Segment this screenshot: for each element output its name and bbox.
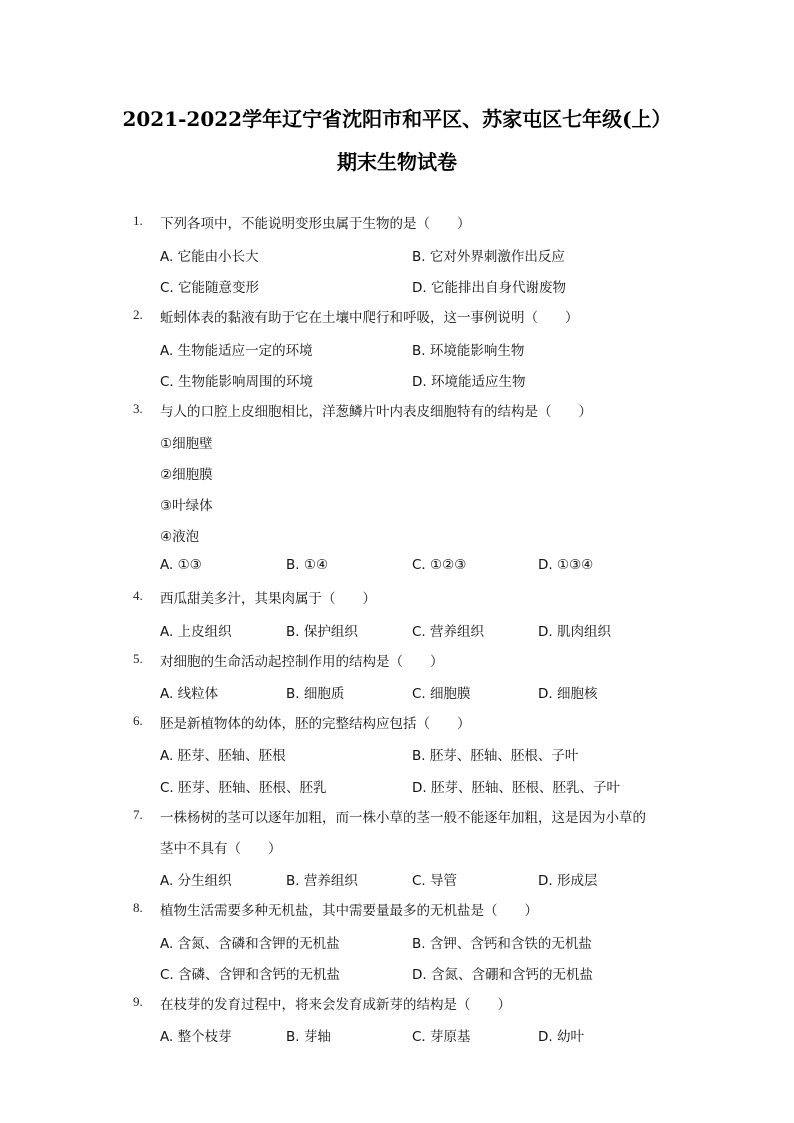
question-number: 8. — [133, 900, 143, 915]
option-a: A. 整个枝芽 — [160, 1029, 232, 1045]
option-a: A. 分生组织 — [160, 873, 232, 889]
option-b: B. 芽轴 — [286, 1029, 331, 1045]
statement-item: ①细胞壁 — [160, 436, 213, 452]
option-a: A. 上皮组织 — [160, 624, 232, 640]
question-number: 7. — [133, 807, 143, 822]
option-c: C. ①②③ — [412, 557, 467, 573]
option-c: C. 生物能影响周围的环境 — [160, 374, 314, 390]
option-a: A. 它能由小长大 — [160, 249, 259, 265]
question-stem: 胚是新植物体的幼体，胚的完整结构应包括（ ） — [160, 716, 471, 732]
option-a: A. 生物能适应一定的环境 — [160, 343, 313, 359]
option-b: B. 含钾、含钙和含铁的无机盐 — [412, 936, 592, 952]
option-b: B. 营养组织 — [286, 873, 358, 889]
option-a: A. 含氮、含磷和含钾的无机盐 — [160, 936, 340, 952]
option-d: D. 环境能适应生物 — [412, 374, 526, 390]
question-number: 4. — [133, 588, 143, 603]
option-b: B. 环境能影响生物 — [412, 343, 525, 359]
question-number: 3. — [133, 401, 143, 416]
option-c: C. 芽原基 — [412, 1029, 471, 1045]
option-d: D. 细胞核 — [538, 686, 598, 702]
statement-item: ③叶绿体 — [160, 498, 213, 514]
question-number: 1. — [133, 213, 143, 228]
question-stem: 对细胞的生命活动起控制作用的结构是（ ） — [160, 654, 444, 670]
option-c: C. 含磷、含钾和含钙的无机盐 — [160, 967, 341, 983]
question-stem: 一株杨树的茎可以逐年加粗，而一株小草的茎一般不能逐年加粗，这是因为小草的 — [160, 810, 646, 826]
option-a: A. 胚芽、胚轴、胚根 — [160, 748, 286, 764]
question-stem: 蚯蚓体表的黏液有助于它在土壤中爬行和呼吸，这一事例说明（ ） — [160, 310, 579, 326]
option-a: A. ①③ — [160, 557, 202, 573]
option-b: B. ①④ — [286, 557, 329, 573]
statement-item: ②细胞膜 — [160, 467, 213, 483]
exam-title-line-2: 期末生物试卷 — [337, 150, 457, 174]
question-number: 6. — [133, 713, 143, 728]
option-c: C. 胚芽、胚轴、胚根、胚乳 — [160, 780, 327, 796]
option-d: D. 形成层 — [538, 873, 598, 889]
option-d: D. 肌肉组织 — [538, 624, 611, 640]
question-stem: 下列各项中，不能说明变形虫属于生物的是（ ） — [160, 216, 471, 232]
question-number: 2. — [133, 307, 143, 322]
option-c: C. 营养组织 — [412, 624, 485, 640]
option-b: B. 保护组织 — [286, 624, 358, 640]
question-number: 9. — [133, 994, 143, 1009]
question-stem: 西瓜甜美多汁，其果肉属于（ ） — [160, 591, 376, 607]
option-d: D. 胚芽、胚轴、胚根、胚乳、子叶 — [412, 780, 620, 796]
option-c: C. 细胞膜 — [412, 686, 471, 702]
option-d: D. 幼叶 — [538, 1029, 584, 1045]
option-d: D. ①③④ — [538, 557, 594, 573]
question-stem: 在枝芽的发育过程中，将来会发育成新芽的结构是（ ） — [160, 997, 511, 1013]
question-stem: 植物生活需要多种无机盐，其中需要量最多的无机盐是（ ） — [160, 903, 538, 919]
exam-title-line-1: 2021-2022学年辽宁省沈阳市和平区、苏家屯区七年级(上） — [122, 107, 672, 131]
option-d: D. 它能排出自身代谢废物 — [412, 280, 566, 296]
option-c: C. 导管 — [412, 873, 458, 889]
option-d: D. 含氮、含硼和含钙的无机盐 — [412, 967, 593, 983]
option-b: B. 胚芽、胚轴、胚根、子叶 — [412, 748, 579, 764]
question-number: 5. — [133, 651, 143, 666]
option-a: A. 线粒体 — [160, 686, 219, 702]
question-stem-continued: 茎中不具有（ ） — [160, 841, 282, 857]
question-stem: 与人的口腔上皮细胞相比，洋葱鳞片叶内表皮细胞特有的结构是（ ） — [160, 404, 592, 420]
option-b: B. 细胞质 — [286, 686, 345, 702]
option-b: B. 它对外界刺激作出反应 — [412, 249, 565, 265]
option-c: C. 它能随意变形 — [160, 280, 260, 296]
statement-item: ④液泡 — [160, 529, 200, 545]
